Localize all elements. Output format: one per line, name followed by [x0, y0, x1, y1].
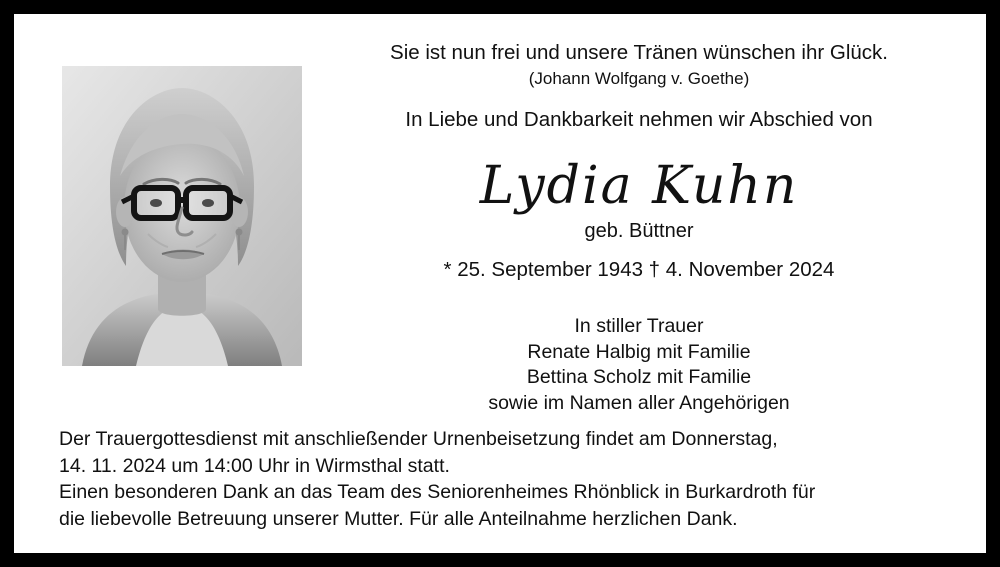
mourners-line: Renate Halbig mit Familie: [527, 340, 751, 363]
deceased-name: Lydia Kuhn: [479, 156, 799, 216]
mourners-line: Bettina Scholz mit Familie: [526, 366, 752, 388]
service-details-line: 14. 11. 2024 um 14:00 Uhr in Wirmsthal statt.: [59, 454, 450, 477]
service-details-line: Der Trauergottesdienst mit anschließender Urnenbeisetzung findet am Donnerstag,: [59, 428, 778, 450]
quote-author: (Johann Wolfgang v. Goethe): [528, 69, 750, 88]
quote-text: Sie ist nun frei und unsere Tränen wünschen ihr Glück.: [390, 41, 888, 64]
service-details-block: [59, 426, 949, 532]
lead-text: In Liebe und Dankbarkeit nehmen wir Abschied von: [405, 108, 873, 131]
obituary-card: [14, 14, 986, 553]
portrait-photo-image: [62, 66, 302, 366]
service-details-line: die liebevolle Betreuung unserer Mutter. Für alle Anteilnahme herzlichen Dank.: [59, 507, 738, 530]
portrait-photo: [62, 66, 302, 366]
service-details-line: Einen besonderen Dank an das Team des Seniorenheimes Rhönblick in Burkardroth für: [59, 481, 816, 503]
mourners-block: [314, 314, 964, 416]
mourners-line: sowie im Namen aller Angehörigen: [488, 391, 790, 414]
maiden-name: geb. Büttner: [584, 220, 694, 242]
life-dates: * 25. September 1943 † 4. November 2024: [443, 258, 835, 281]
obituary-heading-block: [314, 40, 964, 283]
mourners-line: In stiller Trauer: [574, 315, 704, 337]
obituary-top-section: [14, 14, 986, 414]
